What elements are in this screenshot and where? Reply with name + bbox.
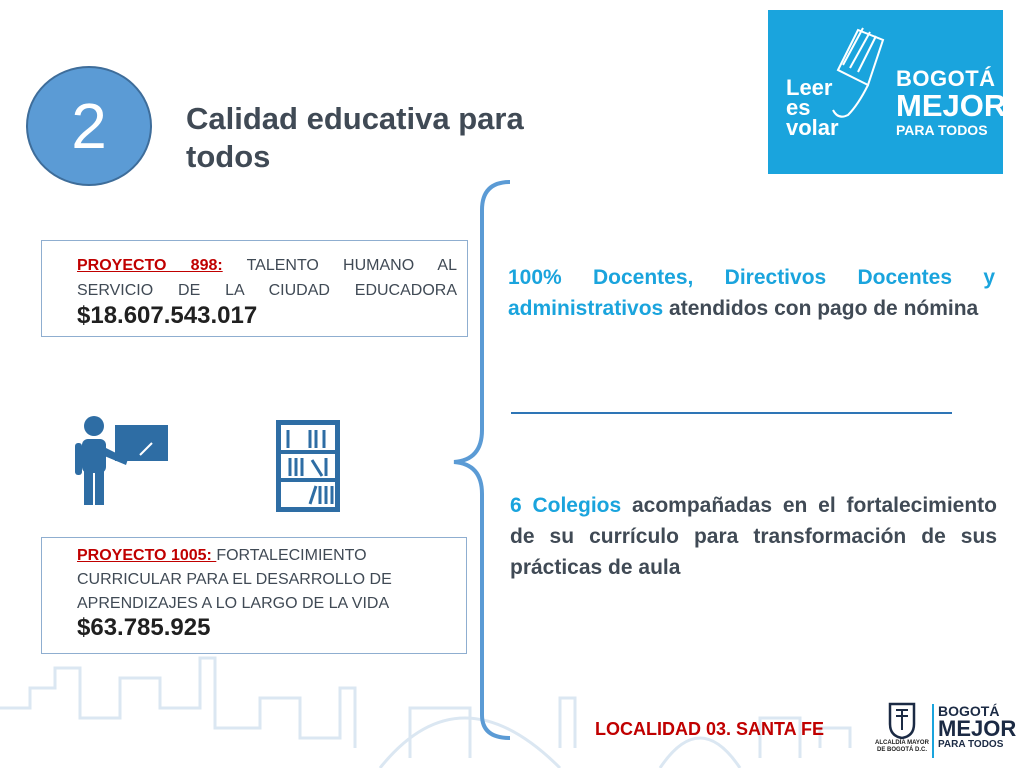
- locality-label: LOCALIDAD 03. SANTA FE: [595, 719, 825, 739]
- result-1-rest: atendidos con pago de nómina: [663, 297, 979, 320]
- footer-bogota-brand: BOGOTÁ MEJOR PARA TODOS: [938, 703, 1017, 750]
- section-number-badge: [26, 66, 152, 186]
- project-1005-label: PROYECTO 1005:: [77, 547, 217, 564]
- footer-separator: [932, 704, 934, 758]
- curly-brace: [452, 180, 512, 740]
- project-898-text: TALENTO HUMANO AL SERVICIO DE LA CIUDAD EDUCADORA: [77, 257, 457, 299]
- result-2-rest: acompañadas en el fortalecimiento de su currículo para transformación de sus prácticas de aula: [510, 494, 997, 579]
- bookshelf-icon: [276, 420, 340, 512]
- logo-bogota-text: BOGOTÁ MEJOR PARA TODOS: [896, 66, 1007, 138]
- project-1005-box: [41, 537, 467, 654]
- project-898-amount: $18.607.543.017: [77, 302, 258, 329]
- project-1005-text: FORTALECIMIENTO CURRICULAR PARA EL DESARROLLO DE APRENDIZAJES A LO LARGO DE LA VIDA: [77, 547, 392, 612]
- coat-of-arms-icon: [872, 700, 932, 740]
- project-898-label: PROYECTO 898:: [77, 257, 223, 274]
- logo-leer-text: Leer es volar: [786, 75, 839, 140]
- section-number: 2: [71, 90, 107, 162]
- skyline-background: [0, 648, 1024, 768]
- alcaldia-text: ALCALDÍA MAYOR DE BOGOTÁ D.C.: [875, 740, 929, 753]
- results-divider: [511, 412, 952, 414]
- project-898-box: [41, 240, 468, 337]
- result-1-highlight: 100% Docentes, Directivos Docentes y administrativos: [508, 266, 995, 320]
- leer-es-volar-logo: [768, 10, 1007, 174]
- result-2-text: [510, 490, 997, 583]
- footer-logos: [872, 700, 1022, 762]
- result-1-text: [508, 262, 995, 324]
- project-1005-amount: $63.785.925: [77, 614, 211, 641]
- slide-title: Calidad educativa para todos: [186, 101, 524, 174]
- result-2-highlight: 6 Colegios: [510, 494, 622, 517]
- teacher-icon: [70, 415, 170, 507]
